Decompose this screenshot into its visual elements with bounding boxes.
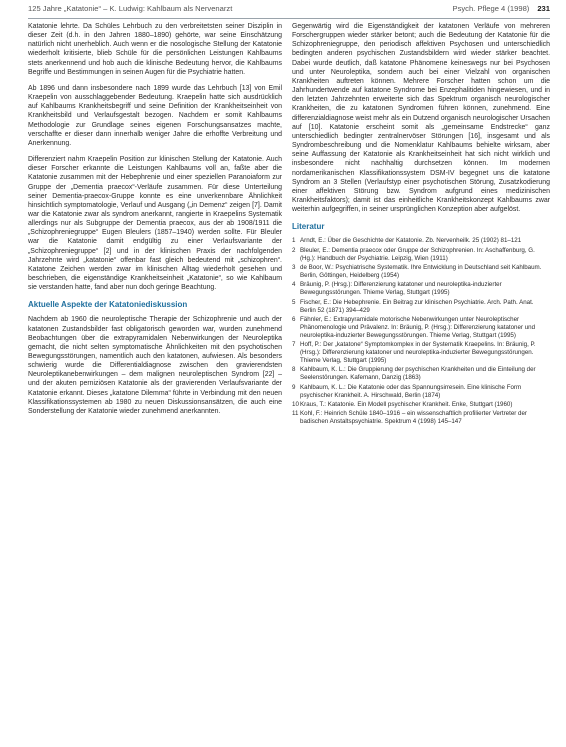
journal-citation: Psych. Pflege 4 (1998): [452, 4, 530, 13]
reference-list: [292, 237, 550, 426]
reference-item: [292, 247, 550, 263]
paragraph: Differenziert nahm Kraepelin Position zur klinischen Stellung der Katatonie. Auch dieser Forscher erkannte die Leistungen Kahlbaums voll an, faßte aber die Katatonie zusammen mit der Hebephrenie und einer speziellen Paranoiaform zur Gruppe der „Dementia praecox“-Verläufe zusammen. Für diese Unterteilung seiner Dementia-praecox-Gruppe konnte es eine unverkennbare Ähnlichkeit hinsichtlich symptomatologie, Verlauf und Ausgang („in Demenz“ zeigen [7]. Damit war die Katatonie zwar als syndrom anerkannt, rangierte in Kraepelins Systematik allerdings nur als Subgruppe der Dementia praecox, aus der ab 1908/1911 die „Schizophreniegruppe“ Eugen Bleulers (1857–1940) werden sollte. Für Bleuler war die Katatonie damit endgültig zu einer Verlaufsvariante der „Schizophreniegruppe“ [2] und in der klinischen Praxis der nachfolgenden Jahrzehnte wird „katatonie“ offenbar fast gleich bedeutend mit „schizophren“. Katatone Zeichen werden zwar im klinischen Alltag wiederholt gesehen und beschrieben, die eigenständige Krankheitseinheit „Katatonie“, so wie Kahlbaum sie verstanden hatte, fand aber nun doch geringe Beachtung.: [28, 156, 282, 292]
reference-item: [292, 316, 550, 340]
reference-text: Hoff, P.: Der „katatone“ Symptomkomplex in der Systematik Kraepelins. In: Bräunig, P. (Hrsg.): Differenzierung katatoner und neuroleptika-induzierter Bewegungsstörungen. Thieme Verlag, Stuttgart (1995): [300, 341, 536, 364]
reference-item: [292, 384, 550, 400]
reference-item: [292, 366, 550, 382]
reference-number: 1: [292, 237, 296, 245]
reference-number: 6: [292, 315, 296, 323]
reference-text: Arndt, E.: Über die Geschichte der Katatonie. Zb. Nervenheilk. 25 (1902) 81–121: [300, 237, 522, 245]
reference-text: Kahlbaum, K. L.: Die Gruppierung der psychischen Krankheiten und die Einteilung der Seelenstörungen. Kafemann, Danzig (1863): [300, 366, 536, 382]
paragraph: Gegenwärtig wird die Eigenständigkeit der katatonen Verläufe von mehreren Forschergruppen wieder stärker betont; auch die Bedeutung der Katatonie für die Schizophreniegruppe, den periodisch affektiven Psychosen und unterschiedlich bedingten anderen psychischen Zustandsbildern wird wieder stärker beachtet. Dabei wurde deutlich, daß katatone Phänomene keineswegs nur bei Psychosen und unter Neuroleptika, sondern auch bei einer Vielzahl von organischen Krankheiten auftreten können. Mehrere Forscher hatten schon um die Jahrhundertwende auf katatone Syndrome bei Enzephalitiden hingewiesen, und in den letzten Jahrzehnten erweiterte sich das Spektrum organisch neurologischer Krankheiten, die zu katatonen Syndromen führen können, zunehmend. Eine differenzialdiagnose weist mehr als ein Dutzend organisch neurologischer Ursachen auf [10]. Katatonie erscheint somit als „gemeinsame Endstrecke“ ganz unterschiedlich bedingter zentralnervöser Störungen [16], insgesamt und als Syndrombeschreibung und die Nomenklatur Kahlbaums behielte wirksam, aber seine Auffassung der Katatonie als Krankheitseinheit hat sich nicht wirklich und insbesondere nicht nachhaltig durchsetzen können. Im modernen nordamerikanischen Klassifikationssystem DSM-IV begegnet uns die katatone Syndrom an 3 Stellen (Verlaufstyp einer psychotischen Störung, Zusatzkodierung einer affektiven Störung bzw. Syndrom aufgrund eines medizinischen Krankheitsfaktors); damit ist das einheitliche Krankheitskonzept Kahlbaums zwar weiterhin aufgegriffen, in seiner ursprünglichen Konzeption aber aufgelöst.: [292, 23, 550, 214]
reference-number: 5: [292, 298, 296, 306]
reference-text: Kohl, F.: Heinrich Schüle 1840–1916 – ein wissenschaftlich profilierter Vertreter der badischen Anstaltspsychiatrie. Spektrum 4 (1998) 145–147: [300, 410, 527, 426]
reference-item: [292, 237, 550, 245]
reference-number: 7: [292, 341, 296, 349]
reference-text: Kahlbaum, K. L.: Die Katatonie oder das Spannungsirresein. Eine klinische Form psychischer Krankheit. A. Hirschwald, Berlin (1874): [300, 383, 522, 399]
reference-number: 9: [292, 383, 296, 391]
running-header: [28, 4, 550, 18]
reference-number: 8: [292, 366, 296, 374]
reference-text: Bleuler, E.: Dementia praecox oder Gruppe der Schizophrenien. In: Aschaffenburg, G. (Hg.): Handbuch der Psychiatrie. Leipzig, Wien (1911): [300, 246, 535, 262]
paragraph: Nachdem ab 1960 die neuroleptische Therapie der Schizophrenie und auch der katatonen Zustandsbilder fast obligatorisch geworden war, wurden zunehmend Beobachtungen über die extrapyramidalen Nebenwirkungen der Neuroleptika gemacht, die nicht selten symptomatische Ähnlichkeiten mit den psychotischen Bewegungsstörungen, namentlich auch den katatonen, aufwiesen. Als besonders schwierig wurde die Differentialdiagnose zwischen den gravierendsten Neuroleptikanebenwirkungen – dem malignen neuroleptischen Syndrom [22] – und der akuten perniziösen Katatonie als der gravierenden Verlaufsvariante der Katatonie erkannt. Dieses „katatone Dilemma“ führte in Verbindung mit den neuen Klassifikationssystemen ab 1980 zu neuen Diskussionsansätzen, die auch eine Sonderstellung der Katatonie wieder zunehmend anerkannten.: [28, 316, 282, 415]
reference-number: 3: [292, 264, 296, 271]
left-column: [28, 22, 282, 423]
page-number: 231: [537, 4, 550, 13]
reference-text: de Boor, W.: Psychiatrische Systematik. Ihre Entwicklung in Deutschland seit Kahlbaum. Berlin, Göttingen, Heidelberg (1954): [300, 264, 542, 279]
reference-text: Kraus, T.: Katatonie. Ein Modell psychischer Krankheit. Enke, Stuttgart (1960): [300, 401, 513, 408]
reference-text: Fähnler, E.: Extrapyramidale motorische Nebenwirkungen unter Neuroleptischer Phänomenologie und Prävalenz. In: Bräunig, P. (Hrsg.): Differenzierung katatoner und neuroleptika-induzierter Bewegungsstörungen. Thieme Verlag, Stuttgart (1995): [300, 315, 536, 339]
reference-number: 11: [292, 410, 299, 418]
reference-text: Bräunig, P. (Hrsg.): Differenzierung katatoner und neuroleptika-induzierter Bewegungsstörungen. Thieme Verlag, Stuttgart (1995): [300, 281, 502, 297]
reference-number: 10: [292, 401, 299, 408]
journal-info: [453, 4, 551, 13]
reference-item: [292, 281, 550, 297]
header-rule: [28, 18, 550, 19]
section-heading: Aktuelle Aspekte der Katatoniediskussion: [28, 300, 188, 310]
right-column: [292, 22, 550, 428]
reference-item: [292, 410, 550, 426]
reference-number: 4: [292, 281, 296, 289]
reference-item: [292, 264, 550, 280]
paragraph: Katatonie lehrte. Da Schüles Lehrbuch zu den verbreitetsten seiner Disziplin in dieser Zeit (d.h. in den Jahren 1880–1890) gehörte, war seine Einschätzung natürlich nicht unerheblich. Auch wenn er die nosologische Stellung der Katatonie wiederholt kritisierte, blieb Schüle für die persönlichen Leistungen Kahlbaums stets anerkennend und hob auch die klinische Bedeutung hervor, die Kahlbaums Begriffe und Bestimmungen in seinen Augen für die Psychiatrie hatten.: [28, 23, 282, 76]
reference-item: [292, 299, 550, 315]
reference-item: [292, 401, 550, 409]
reference-item: [292, 341, 550, 365]
running-title: 125 Jahre „Katatonie“ – K. Ludwig: Kahlbaum als Nervenarzt: [28, 4, 233, 13]
reference-number: 2: [292, 246, 296, 254]
references-heading: Literatur: [292, 222, 325, 232]
reference-text: Fischer, E.: Die Hebephrenie. Ein Beitrag zur klinischen Psychiatrie. Arch. Path. Anat. Berlin 52 (1871) 394–429: [300, 298, 534, 314]
paragraph: Ab 1896 und dann insbesondere nach 1899 wurde das Lehrbuch [13] von Emil Kraepelin von ausschlaggebender Bedeutung. Kraepelin hatte sich ausdrücklich auf Kahlbaums Krankheitsbegriff und seine Definition der Krankheitseinheit von Krankheitsbild und Verlaufsgestalt bezogen. Nachdem er somit Kahlbaums Methodologie zur Grundlage seines eigenen Forschungsansatzes machte, verschaffte er dieser dann innerhalb weniger Jahre die erhoffte Verbreitung und Anerkennung.: [28, 84, 282, 147]
